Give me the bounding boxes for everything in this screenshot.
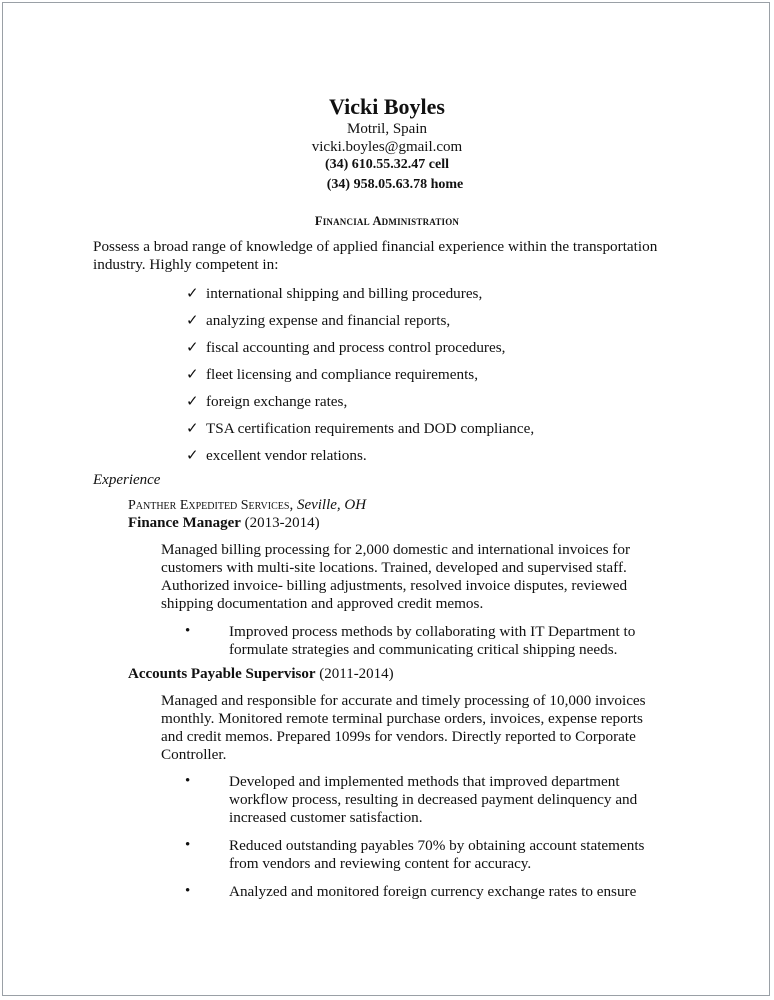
check-icon: ✓: [186, 366, 199, 383]
competency-text: fiscal accounting and process control procedures,: [206, 339, 506, 356]
company-separator: ,: [289, 497, 297, 513]
candidate-name: Vicki Boyles: [329, 94, 445, 119]
competency-item: [186, 392, 347, 411]
bullet-line: Analyzed and monitored foreign currency exchange rates to ensure: [229, 883, 637, 900]
competency-text: foreign exchange rates,: [206, 393, 348, 410]
bullet-line: from vendors and reviewing content for accuracy.: [229, 855, 532, 872]
company-location: Seville, OH: [296, 497, 367, 513]
bullet-text: [229, 773, 637, 827]
check-icon: ✓: [186, 393, 199, 410]
home-phone: (34) 958.05.63.78 home: [326, 177, 464, 192]
bullet-line: increased customer satisfaction.: [229, 809, 423, 826]
section-title: Financial Administration: [314, 214, 460, 228]
job-title-line: [128, 515, 320, 532]
bullet-text: [229, 837, 644, 873]
description-line: customers with multi-site locations. Trained, developed and supervised staff.: [161, 559, 627, 576]
competency-item: [186, 284, 482, 303]
bullet-icon: •: [185, 883, 191, 899]
description-line: Managed billing processing for 2,000 domestic and international invoices for: [161, 541, 631, 558]
description-line: shipping documentation and approved credit memos.: [161, 595, 484, 612]
bullet-line: Developed and implemented methods that improved department: [229, 773, 620, 790]
job-title: Finance Manager: [128, 515, 241, 531]
bullet-icon: •: [185, 837, 191, 853]
description-line: and credit memos. Prepared 1099s for vendors. Directly reported to Corporate: [161, 728, 636, 745]
competency-text: TSA certification requirements and DOD compliance,: [206, 420, 535, 437]
competency-item: [186, 419, 534, 438]
competency-text: excellent vendor relations.: [206, 447, 367, 464]
check-icon: ✓: [186, 285, 199, 302]
competency-text: fleet licensing and compliance requirements,: [206, 366, 479, 383]
company-line: [128, 497, 366, 514]
competency-item: [186, 338, 505, 357]
company-name: Panther Expedited Services: [128, 498, 290, 513]
bullet-line: Reduced outstanding payables 70% by obtaining account statements: [229, 837, 645, 854]
bullet-line: workflow process, resulting in decreased payment delinquency and: [229, 791, 638, 808]
job-title: Accounts Payable Supervisor: [128, 666, 316, 682]
check-icon: ✓: [186, 447, 199, 464]
job-description: [161, 692, 646, 764]
competency-item: [186, 365, 478, 384]
job-description: [161, 541, 630, 613]
check-icon: ✓: [186, 339, 199, 356]
bullet-line: formulate strategies and communicating critical shipping needs.: [229, 641, 618, 658]
job-title-line: [128, 666, 394, 683]
email: vicki.boyles@gmail.com: [311, 139, 463, 155]
competency-item: [186, 311, 450, 330]
summary: [93, 238, 657, 274]
bullet-icon: •: [185, 623, 191, 639]
description-line: monthly. Monitored remote terminal purchase orders, invoices, expense reports: [161, 710, 643, 727]
job-dates: (2013-2014): [240, 515, 320, 531]
summary-line: industry. Highly competent in:: [93, 256, 279, 273]
check-icon: ✓: [186, 312, 199, 329]
summary-line: Possess a broad range of knowledge of applied financial experience within the transportation: [93, 238, 658, 255]
job-dates: (2011-2014): [315, 666, 394, 682]
description-line: Managed and responsible for accurate and timely processing of 10,000 invoices: [161, 692, 646, 709]
bullet-text: [229, 883, 636, 901]
check-icon: ✓: [186, 420, 199, 437]
description-line: Controller.: [161, 746, 227, 763]
bullet-text: [229, 623, 635, 659]
experience-heading: Experience: [93, 472, 161, 488]
competency-text: international shipping and billing procedures,: [206, 285, 483, 302]
competency-item: [186, 446, 367, 465]
location: Motril, Spain: [346, 121, 427, 137]
bullet-icon: •: [185, 773, 191, 789]
bullet-line: Improved process methods by collaborating with IT Department to: [229, 623, 636, 640]
cell-phone: (34) 610.55.32.47 cell: [324, 157, 450, 172]
competency-text: analyzing expense and financial reports,: [206, 312, 451, 329]
description-line: Authorized invoice- billing adjustments, resolved invoice disputes, reviewed: [161, 577, 628, 594]
